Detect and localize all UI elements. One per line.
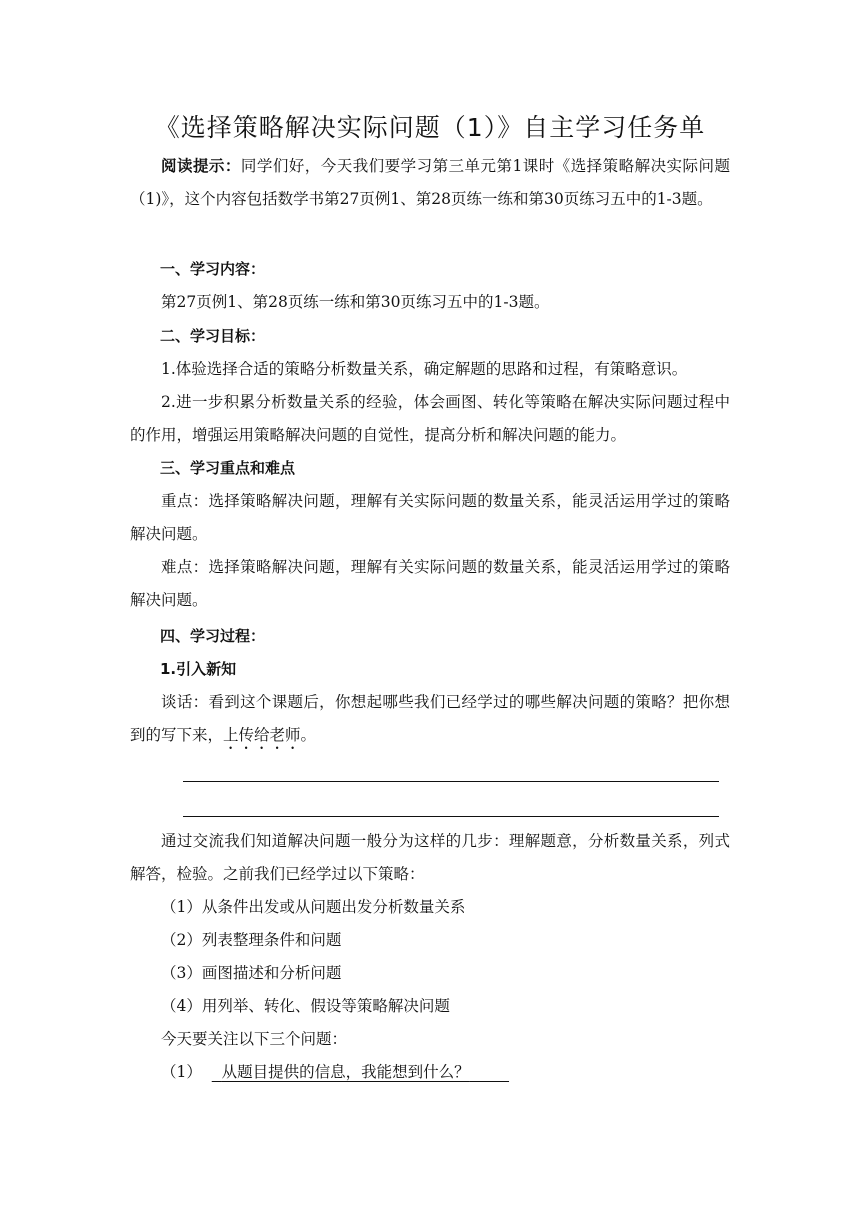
strategy-item-3: （3）画图描述和分析问题 <box>161 964 342 982</box>
step1-prompt-text: 谈话：看到这个课题后，你想起哪些我们已经学过的哪些解决问题的策略？把你想到的写下来， <box>130 693 730 744</box>
goal-item-1: 1.体验选择合适的策略分析数量关系，确定解题的思路和过程，有策略意识。 <box>161 360 688 378</box>
question-1-text <box>212 1063 509 1081</box>
section-content-text: 第27页例1、第28页练一练和第30页练习五中的1-3题。 <box>161 293 550 311</box>
today-questions-intro: 今天要关注以下三个问题： <box>161 1030 348 1048</box>
step1-summary: 通过交流我们知道解决问题一般分为这样的几步：理解题意，分析数量关系，列式解答，检验。之前我们已经学过以下策略： <box>130 832 730 883</box>
step1-prompt-emphasis: 上传给老师 <box>223 726 301 744</box>
strategy-item-4: （4）用列举、转化、假设等策略解决问题 <box>161 997 450 1015</box>
reading-tip-text: 同学们好，今天我们要学习第三单元第1课时《选择策略解决实际问题（1)》，这个内容包括数学书第27页例1、第28页练一练和第30页练习五中的1-3题。 <box>130 157 730 208</box>
reading-tip-paragraph <box>130 150 730 216</box>
strategies-block <box>130 825 730 1089</box>
section-process-heading: 四、学习过程： <box>160 627 266 645</box>
strategy-item-2: （2）列表整理条件和问题 <box>161 931 342 949</box>
page-title: 《选择策略解决实际问题（1）》自主学习任务单 <box>154 113 706 142</box>
section-process <box>130 620 730 753</box>
section-key-points-heading: 三、学习重点和难点 <box>160 459 296 477</box>
section-key-points <box>130 452 730 617</box>
section-content-heading: 一、学习内容： <box>160 260 266 278</box>
step1-prompt <box>130 686 730 753</box>
section-content <box>130 253 730 319</box>
focus-text: 重点：选择策略解决问题，理解有关实际问题的数量关系，能灵活运用学过的策略解决问题。 <box>130 492 730 543</box>
step1-prompt-end: 。 <box>300 726 317 744</box>
section-goals <box>130 320 730 452</box>
answer-line-1[interactable] <box>183 781 719 782</box>
strategy-item-1: （1）从条件出发或从问题出发分析数量关系 <box>161 898 466 916</box>
question-item-1 <box>130 1056 730 1089</box>
difficulty-text: 难点：选择策略解决问题，理解有关实际问题的数量关系，能灵活运用学过的策略解决问题。 <box>130 558 730 609</box>
section-goals-heading: 二、学习目标： <box>160 327 266 345</box>
reading-tip-label: 阅读提示： <box>161 157 241 175</box>
goal-item-2: 2.进一步积累分析数量关系的经验，体会画图、转化等策略在解决实际问题过程中的作用，增强运用策略解决问题的自觉性，提高分析和解决问题的能力。 <box>130 393 730 444</box>
question-1-number: （1） <box>161 1063 202 1081</box>
step1-heading: 1.引入新知 <box>160 660 237 678</box>
question-1-label: 从题目提供的信息，我能想到什么？ <box>221 1063 470 1081</box>
reading-tip <box>130 150 730 216</box>
answer-line-2[interactable] <box>183 816 719 817</box>
